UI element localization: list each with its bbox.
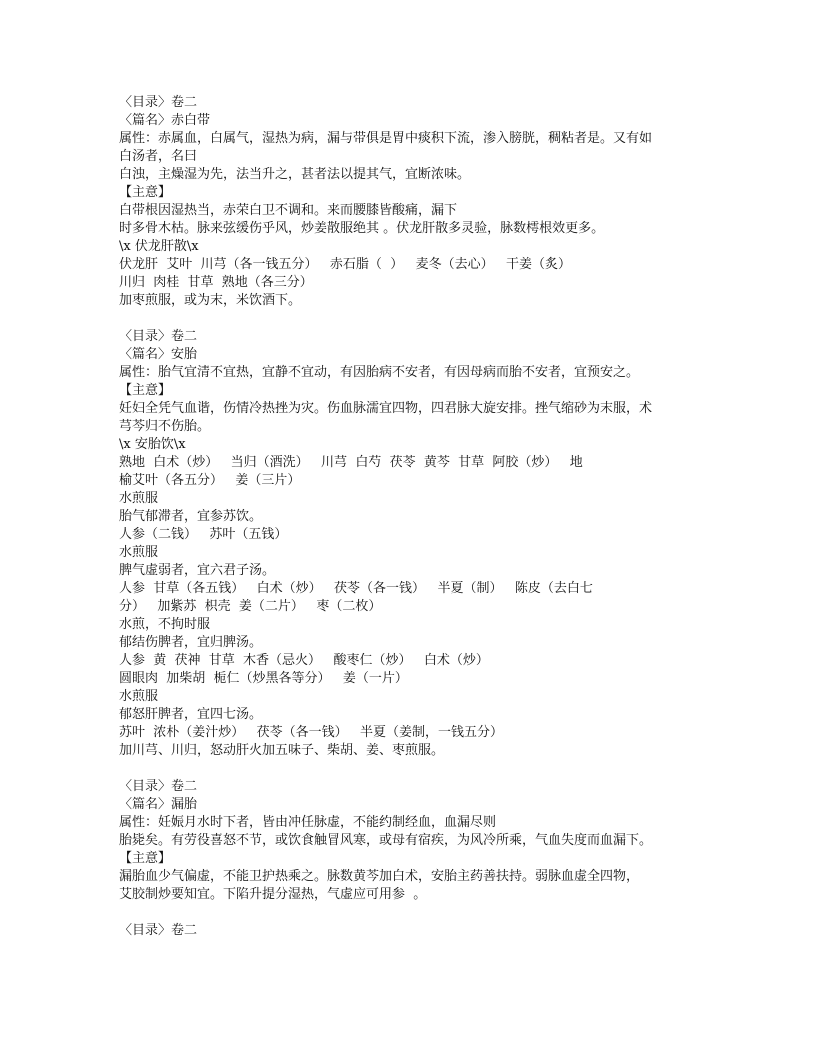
section-heading: 【主意】 bbox=[119, 383, 172, 398]
formula-title: \x 安胎饮\x bbox=[119, 437, 186, 452]
ingredient-line: 人参 甘草（各五钱） 白术（炒） 茯苓（各一钱） 半夏（制） 陈皮（去白七 bbox=[119, 581, 593, 596]
text-line: 加枣煎服，或为末，米饮酒下。 bbox=[119, 293, 302, 308]
ingredient-line: 人参（二钱） 苏叶（五钱） bbox=[119, 527, 288, 542]
text-line: 芎芩归不伤胎。 bbox=[119, 419, 211, 434]
section-gap bbox=[119, 760, 719, 778]
text-line: 白汤者，名曰 bbox=[119, 149, 198, 164]
formula-title: \x 伏龙肝散\x bbox=[119, 239, 199, 254]
ingredient-line: 伏龙肝 艾叶 川芎（各一钱五分） 赤石脂（ ） 麦冬（去心） 干姜（炙） bbox=[119, 257, 571, 272]
chapter-title: 〈篇名〉安胎 bbox=[119, 347, 198, 362]
section-heading: 【主意】 bbox=[119, 185, 172, 200]
ingredient-line: 圆眼肉 加柴胡 栀仁（炒黑各等分） 姜（一片） bbox=[119, 671, 408, 686]
text-line: 郁怒肝脾者，宜四七汤。 bbox=[119, 707, 263, 722]
text-line: 漏胎血少气偏虚，不能卫护热乘之。脉数黄芩加白术，安胎主药善扶持。弱脉血虚全四物， bbox=[119, 869, 640, 884]
text-line: 时多骨木枯。脉来弦缓伤乎风，炒姜散服绝其 。伏龙肝散多灵验，脉数樗根效更多。 bbox=[119, 221, 605, 236]
ingredient-line: 人参 黄 茯神 甘草 木香（忌火） 酸枣仁（炒） 白术（炒） bbox=[119, 653, 489, 668]
text-line: 妊妇全凭气血谐，伤情冷热挫为灾。伤血脉濡宜四物，四君脉大旋安排。挫气缩砂为末服，术 bbox=[119, 401, 653, 416]
section-next bbox=[119, 922, 719, 940]
text-line: 白浊，主燥湿为先，法当升之，甚者法以提其气，宜断浓味。 bbox=[119, 167, 471, 182]
catalog-line: 〈目录〉卷二 bbox=[119, 923, 198, 938]
document-page bbox=[119, 94, 719, 940]
text-line: 白带根因湿热当，赤荣白卫不调和。来而腰膝皆酸痛，漏下 bbox=[119, 203, 458, 218]
text-line: 属性：妊娠月水时下者，皆由冲任脉虚，不能约制经血，血漏尽则 bbox=[119, 815, 497, 830]
section-heading: 【主意】 bbox=[119, 851, 172, 866]
section-gap bbox=[119, 310, 719, 328]
ingredient-line: 熟地 白术（炒） 当归（酒洗） 川芎 白芍 茯苓 黄芩 甘草 阿胶（炒） 地 bbox=[119, 455, 583, 470]
ingredient-line: 苏叶 浓朴（姜汁炒） 茯苓（各一钱） 半夏（姜制，一钱五分） bbox=[119, 725, 504, 740]
text-line: 郁结伤脾者，宜归脾汤。 bbox=[119, 635, 263, 650]
catalog-line: 〈目录〉卷二 bbox=[119, 95, 198, 110]
text-line: 胎气郁滞者，宜参苏饮。 bbox=[119, 509, 263, 524]
chapter-title: 〈篇名〉赤白带 bbox=[119, 113, 211, 128]
text-line: 属性：胎气宜清不宜热，宜静不宜动，有因胎病不安者，有因母病而胎不安者，宜预安之。 bbox=[119, 365, 640, 380]
text-line: 胎毙矣。有劳役喜怒不节，或饮食触冒风寒，或母有宿疾，为风冷所乘，气血失度而血漏下。 bbox=[119, 833, 653, 848]
ingredient-line: 分） 加紫苏 枳壳 姜（二片） 枣（二枚） bbox=[119, 599, 382, 614]
text-line: 脾气虚弱者，宜六君子汤。 bbox=[119, 563, 276, 578]
text-line: 属性：赤属血，白属气，湿热为病，漏与带俱是胃中痰积下流，渗入膀胱，稠粘者是。又有如 bbox=[119, 131, 653, 146]
text-line: 水煎服 bbox=[119, 545, 159, 560]
ingredient-line: 川归 肉桂 甘草 熟地（各三分） bbox=[119, 275, 313, 290]
section-loutai bbox=[119, 778, 719, 904]
text-line: 水煎，不拘时服 bbox=[119, 617, 211, 632]
section-antai bbox=[119, 328, 719, 760]
section-chibaidai bbox=[119, 94, 719, 310]
text-line: 加川芎、川归，怒动肝火加五味子、柴胡、姜、枣煎服。 bbox=[119, 743, 445, 758]
text-line: 艾胶制炒要知宜。下陷升提分湿热，气虚应可用参 。 bbox=[119, 887, 427, 902]
text-line: 水煎服 bbox=[119, 689, 159, 704]
text-line: 水煎服 bbox=[119, 491, 159, 506]
ingredient-line: 榆艾叶（各五分） 姜（三片） bbox=[119, 473, 301, 488]
section-gap bbox=[119, 904, 719, 922]
catalog-line: 〈目录〉卷二 bbox=[119, 329, 198, 344]
chapter-title: 〈篇名〉漏胎 bbox=[119, 797, 198, 812]
catalog-line: 〈目录〉卷二 bbox=[119, 779, 198, 794]
